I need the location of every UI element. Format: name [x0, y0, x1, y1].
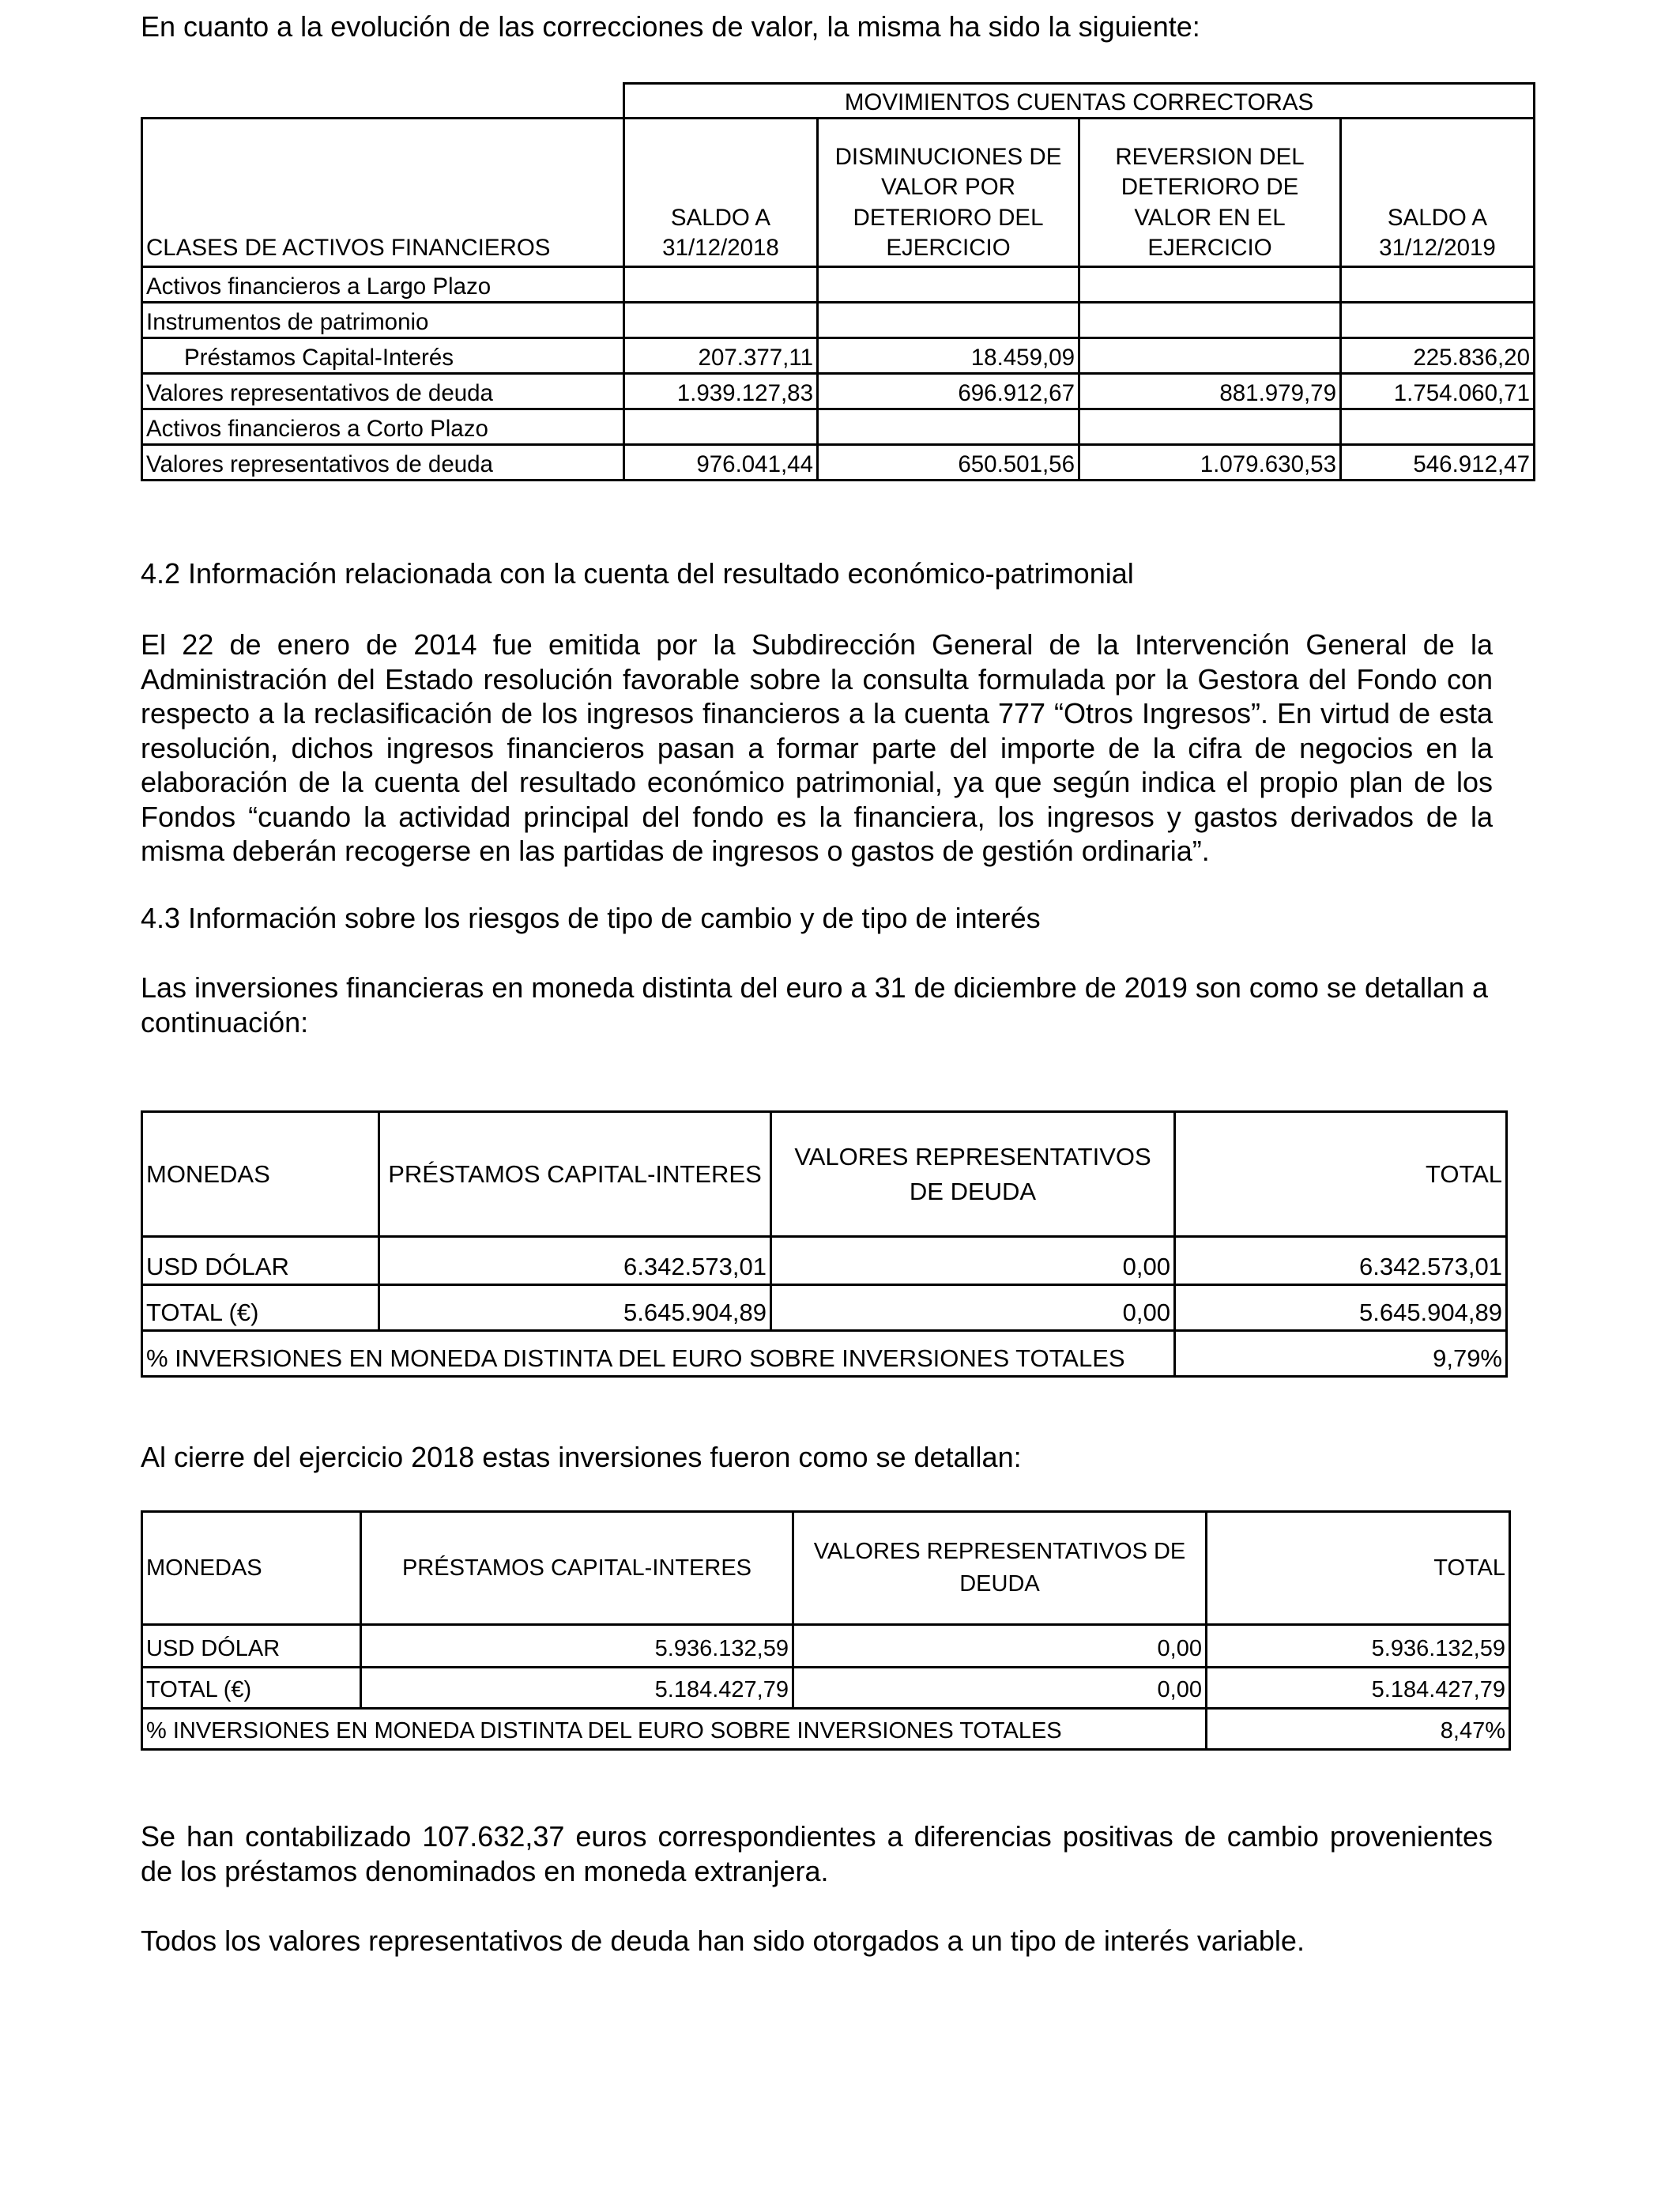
header-saldo-2018: SALDO A 31/12/2018 — [624, 118, 818, 266]
header-prestamos: PRÉSTAMOS CAPITAL-INTERES — [361, 1512, 793, 1625]
interest-rate-text: Todos los valores representativos de deuda han sido otorgados a un tipo de interés variable. — [141, 1924, 1305, 1957]
header-prestamos: PRÉSTAMOS CAPITAL-INTERES — [379, 1112, 771, 1237]
currency-table-2018 — [141, 1510, 1511, 1751]
table-header-row — [142, 1112, 1507, 1237]
cell: 18.459,09 — [818, 337, 1079, 373]
cell — [624, 302, 818, 337]
pct-label: % INVERSIONES EN MONEDA DISTINTA DEL EURO SOBRE INVERSIONES TOTALES — [142, 1709, 1207, 1750]
header-saldo-2019: SALDO A 31/12/2019 — [1341, 118, 1535, 266]
row-label: Instrumentos de patrimonio — [142, 302, 624, 337]
row-label: USD DÓLAR — [142, 1237, 379, 1285]
row-label: Activos financieros a Largo Plazo — [142, 266, 624, 302]
header-disminuciones: DISMINUCIONES DE VALOR POR DETERIORO DEL EJERCICIO — [818, 118, 1079, 266]
row-label: Activos financieros a Corto Plazo — [142, 409, 624, 444]
row-label: TOTAL (€) — [142, 1285, 379, 1331]
cell — [818, 409, 1079, 444]
table-group-header-row — [142, 84, 1535, 119]
row-label: USD DÓLAR — [142, 1625, 361, 1668]
row-label: Valores representativos de deuda — [142, 444, 624, 480]
header-valores: VALORES REPRESENTATIVOS DE DEUDA — [793, 1512, 1207, 1625]
table-row — [142, 373, 1535, 409]
cell: 0,00 — [771, 1237, 1175, 1285]
header-total: TOTAL — [1175, 1112, 1507, 1237]
section-4-2-heading: 4.2 Información relacionada con la cuenta del resultado económico-patrimonial — [141, 557, 1134, 590]
cell — [624, 409, 818, 444]
exchange-difference-text: Se han contabilizado 107.632,37 euros correspondientes a diferencias positivas de cambio provenientes de los préstamos denominados en moneda extranjera. — [141, 1820, 1493, 1887]
close-2018-text: Al cierre del ejercicio 2018 estas inversiones fueron como se detallan: — [141, 1441, 1022, 1473]
header-clases: CLASES DE ACTIVOS FINANCIEROS — [142, 118, 624, 266]
cell: 1.079.630,53 — [1079, 444, 1341, 480]
row-label: Préstamos Capital-Interés — [142, 337, 624, 373]
pct-value: 8,47% — [1207, 1709, 1510, 1750]
pct-value: 9,79% — [1175, 1331, 1507, 1377]
table-header-row — [142, 118, 1535, 266]
cell — [818, 266, 1079, 302]
cell: 5.645.904,89 — [1175, 1285, 1507, 1331]
header-total: TOTAL — [1207, 1512, 1510, 1625]
table-row — [142, 1285, 1507, 1331]
table-row — [142, 1709, 1510, 1750]
cell: 5.936.132,59 — [1207, 1625, 1510, 1668]
cell — [1079, 337, 1341, 373]
cell: 1.754.060,71 — [1341, 373, 1535, 409]
table-row — [142, 337, 1535, 373]
impairment-table — [141, 82, 1535, 481]
cell: 0,00 — [771, 1285, 1175, 1331]
table-row — [142, 444, 1535, 480]
header-monedas: MONEDAS — [142, 1512, 361, 1625]
section-4-3-intro: Las inversiones financieras en moneda distinta del euro a 31 de diciembre de 2019 son como se detallan a continuación: — [141, 971, 1489, 1039]
cell: 650.501,56 — [818, 444, 1079, 480]
currency-table-2019 — [141, 1110, 1508, 1378]
table-row — [142, 1237, 1507, 1285]
cell: 546.912,47 — [1341, 444, 1535, 480]
cell: 1.939.127,83 — [624, 373, 818, 409]
cell: 6.342.573,01 — [1175, 1237, 1507, 1285]
cell: 976.041,44 — [624, 444, 818, 480]
group-header: MOVIMIENTOS CUENTAS CORRECTORAS — [624, 84, 1535, 119]
header-monedas: MONEDAS — [142, 1112, 379, 1237]
cell: 696.912,67 — [818, 373, 1079, 409]
table-row — [142, 1625, 1510, 1668]
table-row — [142, 302, 1535, 337]
cell: 0,00 — [793, 1668, 1207, 1709]
table-header-row — [142, 1512, 1510, 1625]
cell — [1079, 302, 1341, 337]
table-row — [142, 409, 1535, 444]
row-label: Valores representativos de deuda — [142, 373, 624, 409]
cell — [818, 302, 1079, 337]
cell: 5.645.904,89 — [379, 1285, 771, 1331]
cell: 225.836,20 — [1341, 337, 1535, 373]
cell — [1341, 409, 1535, 444]
cell: 0,00 — [793, 1625, 1207, 1668]
cell: 5.184.427,79 — [361, 1668, 793, 1709]
header-valores: VALORES REPRESENTATIVOS DE DEUDA — [771, 1112, 1175, 1237]
section-4-2-body: El 22 de enero de 2014 fue emitida por la Subdirección General de la Intervención General de la Administración del Estado resolución favorable sobre la consulta formulada por la Gestora del Fondo con respecto a la reclasificación de los ingresos financieros a la cuenta 777 “Otros Ingresos”. En virtud de esta resolución, dichos ingresos financieros pasan a formar parte del importe de la cifra de negocios en la elaboración de la cuenta del resultado económico patrimonial, ya que según indica el propio plan de los Fondos “cuando la actividad principal del fondo es la financiera, los ingresos y gastos derivados de la misma deberán recogerse en las partidas de ingresos o gastos de gestión ordinaria”. — [141, 628, 1493, 867]
cell — [1079, 266, 1341, 302]
cell: 5.936.132,59 — [361, 1625, 793, 1668]
cell: 5.184.427,79 — [1207, 1668, 1510, 1709]
header-reversion: REVERSION DEL DETERIORO DE VALOR EN EL EJERCICIO — [1079, 118, 1341, 266]
row-label: TOTAL (€) — [142, 1668, 361, 1709]
pct-label: % INVERSIONES EN MONEDA DISTINTA DEL EURO SOBRE INVERSIONES TOTALES — [142, 1331, 1175, 1377]
cell: 881.979,79 — [1079, 373, 1341, 409]
cell — [1341, 266, 1535, 302]
cell — [624, 266, 818, 302]
table-row — [142, 1331, 1507, 1377]
cell — [1079, 409, 1341, 444]
table-row — [142, 266, 1535, 302]
cell: 207.377,11 — [624, 337, 818, 373]
intro-text: En cuanto a la evolución de las correcciones de valor, la misma ha sido la siguiente: — [141, 10, 1200, 43]
cell — [1341, 302, 1535, 337]
section-4-3-heading: 4.3 Información sobre los riesgos de tipo de cambio y de tipo de interés — [141, 902, 1041, 934]
table-row — [142, 1668, 1510, 1709]
cell: 6.342.573,01 — [379, 1237, 771, 1285]
